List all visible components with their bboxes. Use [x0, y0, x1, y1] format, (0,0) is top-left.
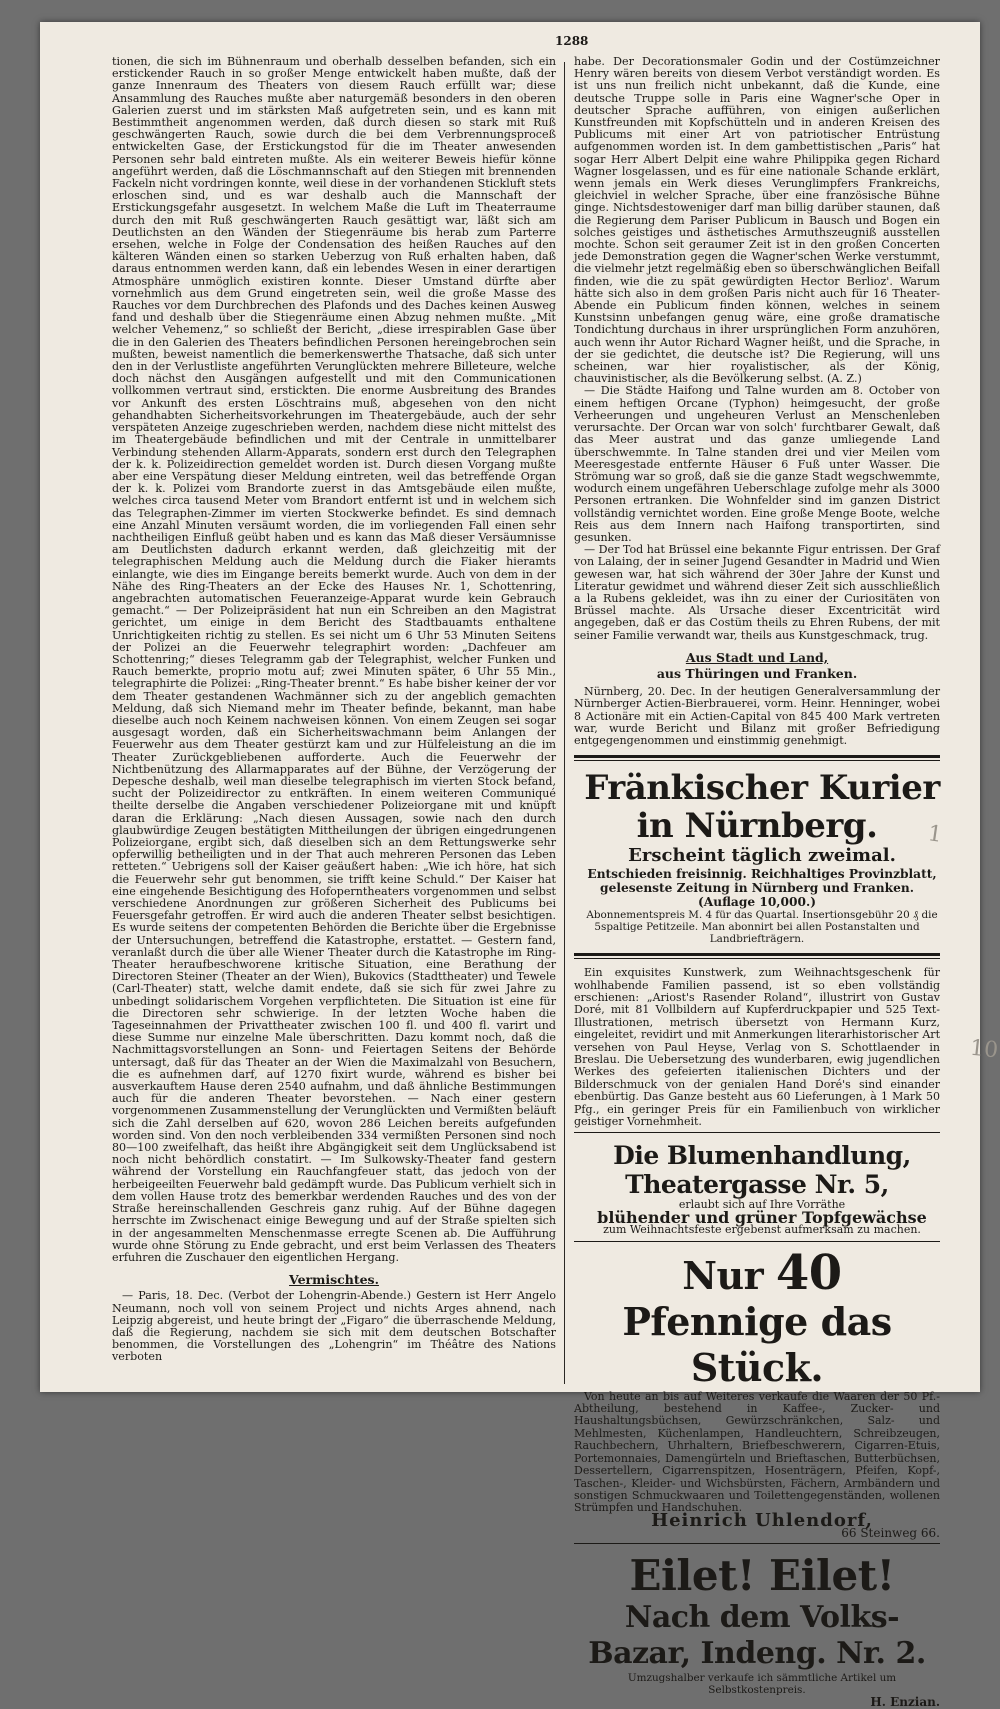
- ad-separator-thin: [574, 1543, 940, 1544]
- page-number: 1288: [555, 34, 589, 48]
- ad-40-number: 40: [775, 1244, 842, 1301]
- ad-eilet: Eilet! Eilet!: [629, 1551, 895, 1601]
- margin-pencil-mark: 10: [968, 1035, 1000, 1064]
- ad-separator-thin: [574, 1241, 940, 1242]
- section-subtitle: aus Thüringen und Franken.: [656, 665, 858, 681]
- ad-kurier: [574, 769, 940, 945]
- section-title-vermischtes: Vermischtes.: [289, 1272, 379, 1288]
- column-divider: [564, 62, 565, 1384]
- article-bruessel: — Der Tod hat Brüssel eine bekannte Figur entrissen. Der Graf von Lalaing, der in seiner Jugend Gesandter in Madrid und Wien gewesen war, hat sich während der 30er Jahre der Kunst und Literatur gewidmet und während dieser Zeit sich ausschließlich a la Rubens gekleidet, was ihn zu einer der Curiositäten von Brüssel machte. Als Ursache dieser Excentricität wird angegeben, daß er das Costüm theils zu Ehren Rubens, der mit seiner Familie verwandt war, theils aus Kunstgeschmack, trug.: [574, 543, 940, 642]
- article-haifong: — Die Städte Haifong und Talne wurden am 8. October von einem heftigen Orcane (Typhon) heimgesucht, der große Verheerungen und ungeheuren Verlust an Menschenleben verursachte. Der Orcan war von solch' furchtbarer Gewalt, daß das Meer austrat und das ganze umliegende Land überschwemmte. In Talne standen drei und vier Meilen vom Meeresgestade entfernte Häuser 6 Fuß unter Wasser. Die Strömung war so groß, daß sie die ganze Stadt wegschwemmte, wodurch einem ungefähren Ueberschlage zufolge mehr als 3000 Personen ertranken. Die Wohnfelder sind im ganzen District vollständig vernichtet worden. Eine große Menge Boote, welche Reis aus dem Innern nach Haifong transportirten, sind gesunken.: [574, 384, 940, 544]
- newspaper-page: [40, 22, 1000, 1709]
- left-column: [112, 56, 556, 1388]
- ad-kurier-small: Abonnementspreis M. 4 für das Quartal. Insertionsgebühr 20 ₰ die 5spaltige Petitzeile. Man abonnirt bei allen Postanstalten und Landbriefträgern.: [586, 909, 938, 946]
- ad-kurier-subtitle: Erscheint täglich zweimal.: [628, 845, 896, 867]
- article-text: tionen, die sich im Bühnenraum und oberhalb desselben befanden, sich ein erstickender Rauch in so großer Menge entwickelt haben mußte, daß der ganze Innenraum des Theaters von diesem Rauch erfüllt war; diese Ansammlung des Rauches mußte aber naturgemäß besonders in den oberen Galerien zuerst und im stärksten Maß aufgetreten sein, und es kann mit Bestimmtheit angenommen werden, daß durch diesen so stark mit Ruß geschwängerten Rauch, sowie durch die bei dem Verbrennungsproceß entwickelten Gase, der Erstickungstod für die im Theater anwesenden Personen sehr bald eintreten mußte. Als ein weiterer Beweis hiefür könne angeführt werden, daß die Löschmannschaft auf den Stiegen mit brennenden Fackeln nicht vordringen konnte, weil diese in der vorhandenen Stickluft stets erloschen sind, und es war deshalb auch die Mannschaft der Erstickungsgefahr ausgesetzt. In welchem Maße die Luft im Theaterraume durch den mit Ruß geschwängerten Rauch gesättigt war, läßt sich am Deutlichsten an den Wänden der Stiegenräume bis herab zum Parterre ersehen, welche in Folge der Condensation des heißen Rauches auf den kälteren Wänden einen so starken Ueberzug von Ruß erhalten haben, daß daraus entnommen werden kann, daß ein lebendes Wesen in einer derartigen Atmosphäre unmöglich existiren konnte. Dieser Umstand dürfte aber vornehmlich aus dem Grund eingetreten sein, weil die große Masse des Rauches vor dem Durchbrechen des Plafonds und des Daches keinen Ausweg fand und deshalb über die Stiegenräume einen Abzug nehmen mußte. „Mit welcher Vehemenz,“ so schließt der Bericht, „diese irrespirablen Gase über die in den Galerien des Theaters befindlichen Personen hereingebrochen sein mußten, beweist namentlich die bemerkenswerthe Thatsache, daß sich unter den in der Verlustliste angeführten Verunglückten mehrere Billeteure, welche doch nächst den Ausgängen aufgestellt und mit den Communicationen vollkommen vertraut sind, erstickten. Die enorme Ausbreitung des Brandes vor Ankunft des ersten Löschtrains muß, abgesehen von den nicht gehandhabten Sicherheitsvorkehrungen im Theatergebäude, auch der sehr verspäteten Anzeige zugeschrieben werden, nachdem diese nicht mittelst des im Theatergebäude befindlichen und mit der Centrale in unmittelbarer Verbindung stehenden Allarm-Apparats, sondern erst durch den Telegraphen der k. k. Polizeidirection gemeldet worden ist. Durch diesen Vorgang mußte aber eine Verspätung dieser Meldung eintreten, weil das betreffende Organ der k. k. Polizei vom Brandorte zuerst in das Amtsgebäude eilen mußte, welches circa tausend Meter vom Brandort entfernt ist und in welchem sich das Telegraphen-Zimmer im vierten Stockwerke befindet. Es sind demnach eine Anzahl Minuten versäumt worden, die im vorliegenden Fall einen sehr nachtheiligen Einfluß geübt haben und es kann das Maß dieser Versäumnisse am Deutlichsten dadurch erkannt werden, daß gleichzeitig mit der telegraphischen Meldung auch die Meldung durch die Fiaker hieramts einlangte, wie dies im Eingange bereits bemerkt wurde. Auch von dem in der Nähe des Ring-Theaters an der Ecke des Hauses Nr. 1, Schottenring, angebrachten automatischen Feueranzeige-Apparat wurde kein Gebrauch gemacht.“ — Der Polizeipräsident hat nun ein Schreiben an den Magistrat gerichtet, um einige in dem Bericht des Stadtbauamts enthaltene Unrichtigkeiten richtig zu stellen. Es sei nicht um 6 Uhr 53 Minuten Seitens der Polizei an die Feuerwehr telegraphirt worden: „Dachfeuer am Schottenring;“ dieses Telegramm gab der Telegraphist, welcher Funken und Rauch bemerkte, proprio motu auf; zwei Minuten später, 6 Uhr 55 Min., telegraphirte die Polizei: „Ring-Theater brennt.“ Es habe bisher keiner der vor dem Theater gestandenen Wachmänner sich zu der angeblich gemachten Meldung, daß sich Niemand mehr im Theater befinde, bekannt, man habe dieselbe auch noch Keinem nachweisen können. Von einem Zeugen sei sogar ausgesagt worden, daß ein Sicherheitswachmann beim Anlangen der Feuerwehr aus dem Theater gestürzt kam und zur Hülfeleistung an die im Theater Zurückgebliebenen aufforderte. Auch die Feuerwehr der Nichtbenützung des Allarmapparates auf der Bühne, der Verzögerung der Depesche deshalb, weil man dieselbe telegraphisch im vierten Stock befand, sucht der Polizeidirector zu entkräften. In einem weiteren Communiqué theilte derselbe die Angaben verschiedener Polizeiorgane mit und knüpft daran die Erklärung: „Nach diesen Aussagen, sowie nach den durch glaubwürdige Zeugen bestätigten Mittheilungen der übrigen eingedrungenen Polizeiorgane, ergibt sich, daß dieselben sich an dem Rettungswerke sehr opferwillig betheiligten und in der That auch mehreren Personen das Leben retteten.“ Uebrigens soll der Kaiser geäußert haben: „Wie ich höre, hat sich die Feuerwehr sehr gut benommen, sie trifft keine Schuld.“ Der Kaiser hat eine eingehende Besichtigung des Hofoperntheaters vorgenommen und selbst verschiedene Anordnungen zur größeren Sicherheit des Publicums bei Feuersgefahr getroffen. Er wird auch die anderen Theater selbst besichtigen. Es wurde seitens der competenten Behörden die Berichte über die Ergebnisse der Untersuchungen, betreffend die Katastrophe, erstattet. — Gestern fand, veranlaßt durch die über alle Wiener Theater durch die Katastrophe im Ring-Theater heraufbeschworene kritische Situation, eine Berathung der Directoren Steiner (Theater an der Wien), Bukovics (Stadttheater) und Tewele (Carl-Theater) statt, welche damit endete, daß sie sich für zwei Jahre zu unbedingt solidarischem Vorgehen verpflichteten. Die Situation ist eine für die Directoren sehr schwierige. In der letzten Woche haben die Tageseinnahmen der Privattheater zwischen 100 fl. und 400 fl. varirt und diese Summe nur einzelne Male überschritten. Dazu kommt noch, daß die Nachmittagsvorstellungen an Sonn- und Feiertagen Seitens der Behörde untersagt, daß für das Theater an der Wien die Maximalzahl von Besuchern, die es aufnehmen darf, auf 1270 fixirt wurde, während es bisher bei ausverkauftem Hause deren 2540 aufnahm, und daß ähnliche Bestimmungen auch für die anderen Theater bevorstehen. — Nach einer gestern vorgenommenen Zusammenstellung der Verunglückten und Vermißten beläuft sich die Zahl derselben auf 620, wovon 286 Leichen bereits aufgefunden worden sind. Von den noch verbleibenden 334 vermißten Personen sind noch 80—100 zweifelhaft, das heißt ihre Abgängigkeit seit dem Unglücksabend ist noch nicht behördlich constatirt. — Im Sulkowsky-Theater fand gestern während der Vorstellung ein Rauchfangfeuer statt, das jedoch von der herbeigeeilten Feuerwehr bald gedämpft wurde. Das Publicum verhielt sich in dem vollen Hause trotz des bemerkbar werdenden Rauches und des von der Straße hereinschallenden Geschreis ganz ruhig. Auf der Bühne dagegen herrschte im Zwischenact einige Bewegung und auf der Straße spielten sich in der angesammelten Menschenmasse erregte Scenen ab. Die Aufführung wurde ohne Störung zu Ende gebracht, und erst beim Verlassen des Theaters erfuhren die Zuschauer den eigentlichen Hergang.: [112, 55, 556, 1264]
- ad-40-pre: Nur: [682, 1252, 764, 1298]
- ad-blumen-line1: erlaubt sich auf Ihre Vorräthe: [678, 1198, 846, 1212]
- ad-bazar-text: Umzugshalber verkaufe ich sämmtliche Artikel um Selbstkostenpreis.: [627, 1672, 897, 1697]
- article-paris: — Paris, 18. Dec. (Verbot der Lohengrin-Abende.) Gestern ist Herr Angelo Neumann, noch voll von seinem Project und nichts Arges ahnend, nach Leipzig abgereist, und heute bringt der „Figaro“ die überraschende Meldung, daß die Regierung, nachdem sie sich mit dem deutschen Botschafter benommen, die Vorstellungen des „Lohengrin“ im Théâtre des Nations verboten: [112, 1289, 556, 1364]
- ad-separator: [574, 953, 940, 956]
- ad-40-address: 66 Steinweg 66.: [841, 1525, 940, 1540]
- ad-separator-thin: [574, 760, 940, 761]
- ad-40-post: Pfennige das Stück.: [622, 1298, 892, 1390]
- ad-blumen: [574, 1141, 940, 1236]
- ad-blumen-line2: blühender und grüner Topfgewächse: [597, 1207, 927, 1227]
- ad-separator-thin: [574, 958, 940, 959]
- ad-kurier-desc: Entschieden freisinnig. Reichhaltiges Provinzblatt, gelesenste Zeitung in Nürnberg und Franken. (Auflage 10,000.): [587, 867, 937, 910]
- ad-bazar-signature: H. Enzian.: [870, 1695, 940, 1709]
- article-continued: habe. Der Decorationsmaler Godin und der Costümzeichner Henry wären bereits von diesem Verbot verständigt worden. Es ist uns nun freilich nicht unbekannt, daß die Kunde, eine deutsche Truppe solle in Paris eine Wagner'sche Oper in deutscher Sprache aufführen, von einigen außerlichen Kunstfreunden mit Kopfschütteln und in anderen Kreisen des Publicums mit einer Art von patriotischer Entrüstung aufgenommen worden ist. In dem gambettistischen „Paris“ hat sogar Herr Albert Delpit eine wahre Philippika gegen Richard Wagner losgelassen, und es für eine nationale Schande erklärt, wenn jemals ein Werk dieses Verunglimpfers Frankreichs, gleichviel in welcher Sprache, über eine französische Bühne ginge. Nichtsdestoweniger darf man billig darüber staunen, daß die Regierung dem Pariser Publicum in Bausch und Bogen ein solches geistiges und ästhetisches Armuthszeugniß ausstellen mochte. Schon seit geraumer Zeit ist in den großen Concerten jede Demonstration gegen die Wagner'schen Werke verstummt, die vielmehr jetzt regelmäßig eben so überschwänglichen Beifall finden, wie die zu spät gewürdigten Hector Berlioz'. Warum hätte sich also in dem großen Paris nicht auch für 16 Theater-Abende ein Publicum finden können, welches in seinem Kunstsinn unbefangen genug wäre, eine große dramatische Tondichtung durchaus in ihrer ursprünglichen Form anzuhören, auch wenn ihr Autor Richard Wagner heißt, und die Sprache, in der sie gedichtet, die deutsche ist? Die Regierung, will uns scheinen, war hier royalistischer, als der König, chauvinistischer, als die Bevölkerung selbst. (A. Z.): [574, 55, 940, 386]
- ad-40-pfennige: [574, 1244, 940, 1540]
- margin-pencil-mark: 1: [926, 821, 944, 848]
- ad-separator: [574, 755, 940, 758]
- ad-blumen-line3: zum Weihnachtsfeste ergebenst aufmerksam zu machen.: [603, 1223, 921, 1237]
- ad-kurier-title: Fränkischer Kurier in Nürnberg.: [584, 768, 940, 847]
- section-title-stadt-land: Aus Stadt und Land,: [685, 649, 829, 665]
- article-nuernberg: Nürnberg, 20. Dec. In der heutigen Generalversammlung der Nürnberger Actien-Bierbrauerei, vorm. Heinr. Henninger, wobei 8 Actionäre mit ein Actien-Capital von 845 400 Mark vertreten war, wurde Bericht und Bilanz mit großer Befriedigung entgegengenommen und einstimmig genehmigt.: [574, 685, 940, 747]
- ad-separator-thin: [574, 1132, 940, 1133]
- ad-40-text: Von heute an bis auf Weiteres verkaufe die Waaren der 50 Pf.-Abtheilung, bestehend in Kaffee-, Zucker- und Haushaltungsbüchsen, Gewürzschränkchen, Salz- und Mehlmesten, Küchenlampen, Handleuchtern, Schreibzeugen, Rauchbechern, Uhrhaltern, Briefbeschwerern, Cigarren-Etuis, Portemonnaies, Damengürteln und Brieftaschen, Butterbüchsen, Dessertellern, Cigarrenspitzen, Hosenträgern, Pfeifen, Kopf-, Taschen-, Kleider- und Wichsbürsten, Fächern, Armbändern und sonstigen Schmuckwaaren und Toilettengegenständen, wollenen Strümpfen und Handschuhen.: [574, 1389, 940, 1515]
- right-column: [574, 55, 940, 1709]
- ad-bazar-title: Nach dem Volks-Bazar, Indeng. Nr. 2.: [588, 1600, 926, 1672]
- ad-ariost-text: Ein exquisites Kunstwerk, zum Weihnachtsgeschenk für wohlhabende Familien passend, ist so eben vollständig erschienen: „Ariost's Rasender Roland“, illustrirt von Gustav Doré, mit 81 Vollbildern auf Kupferdruckpapier und 525 Text-Illustrationen, metrisch übersetzt von Hermann Kurz, eingeleitet, revidirt und mit Anmerkungen literarhistorischer Art versehen von Paul Heyse, Verlag von S. Schottlaender in Breslau. Die Uebersetzung des wunderbaren, ewig jugendlichen Werkes des gefeierten italienischen Dichters und der Bilderschmuck von der genialen Hand Doré's sind einander ebenbürtig. Das Ganze besteht aus 60 Lieferungen, à 1 Mark 50 Pfg., ein geringer Preis für ein Familienbuch von wirklicher geistiger Vornehmheit.: [574, 966, 940, 1129]
- ad-blumen-title: Die Blumenhandlung, Theatergasse Nr. 5,: [613, 1141, 911, 1200]
- ad-ariost: [574, 967, 940, 1128]
- ad-40-name: Heinrich Uhlendorf,: [651, 1509, 873, 1531]
- ad-volks-bazar: [574, 1552, 940, 1708]
- ad-40-headline: [574, 1244, 940, 1391]
